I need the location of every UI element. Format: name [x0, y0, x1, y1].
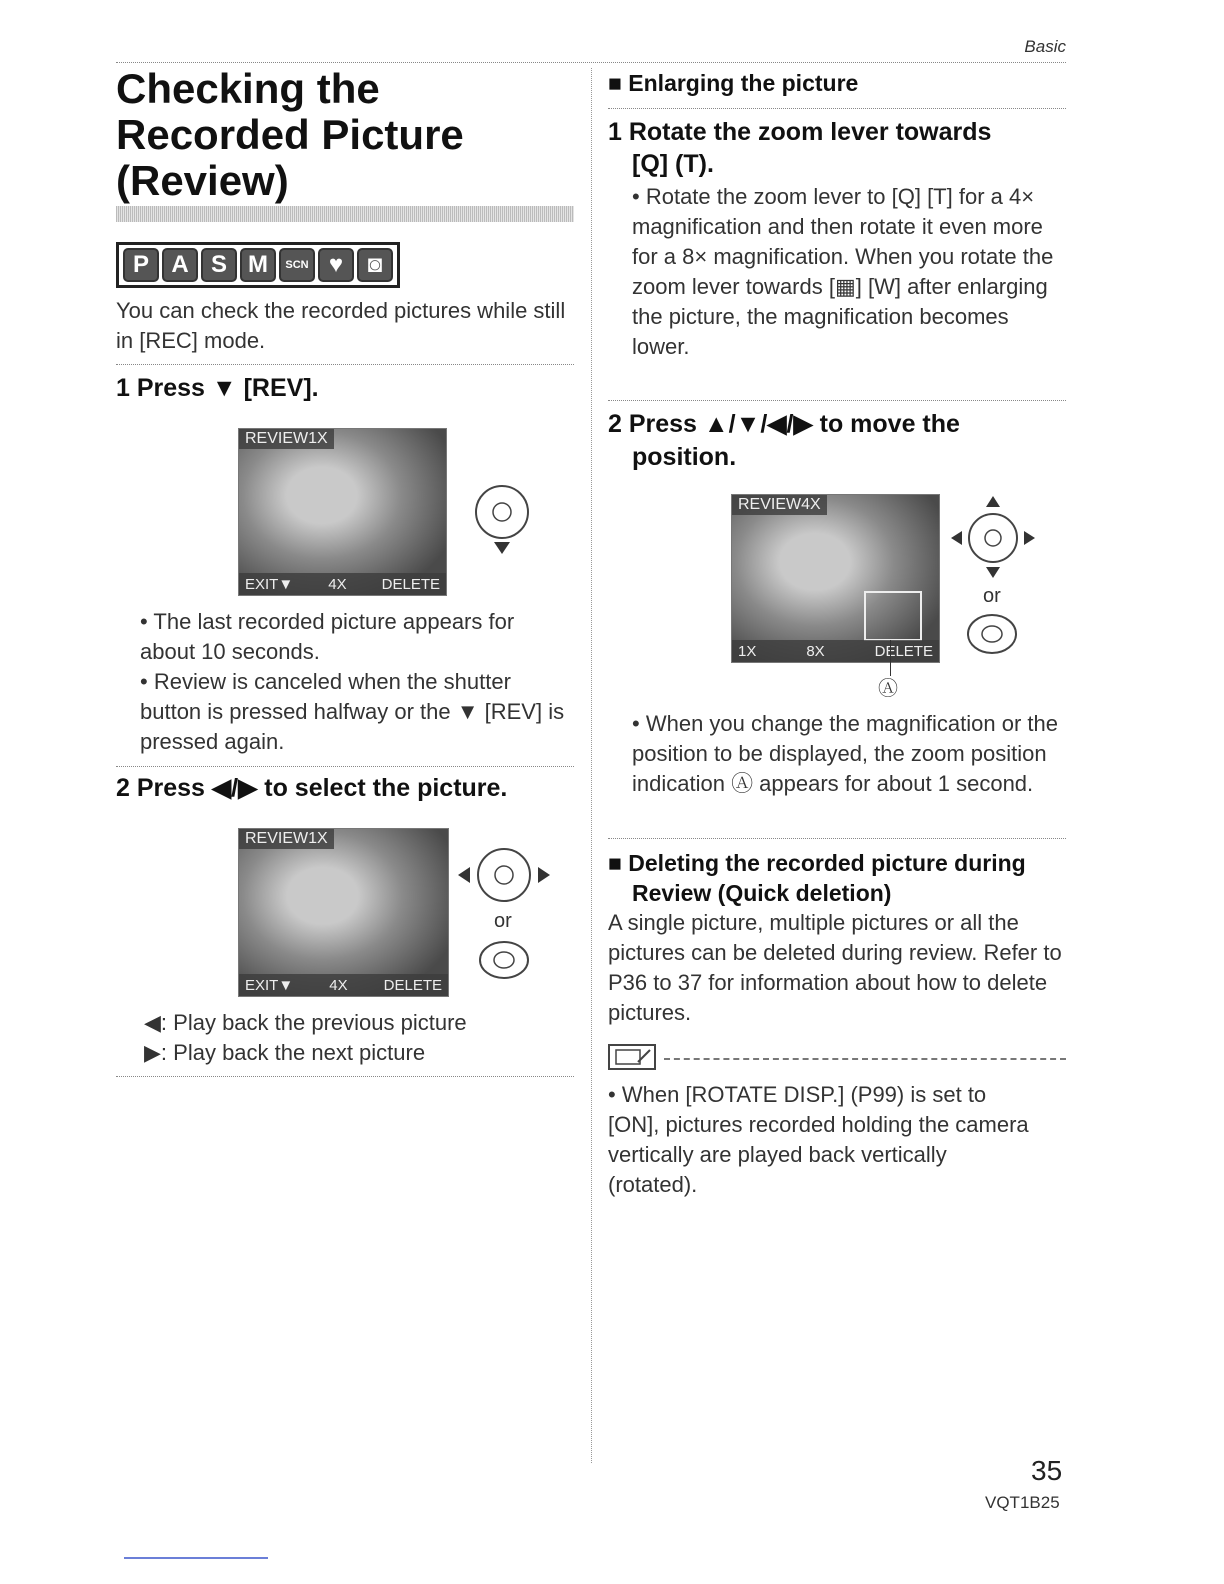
- bullet-text: Review is canceled when the shutter button is pressed halfway or the ▼ [REV] is pressed again.: [140, 669, 565, 754]
- legend-next: [144, 1038, 425, 1068]
- delete-text: A single picture, multiple pictures or all the pictures can be deleted during review. Refer to P36 to 37 for information about how to delete pictures.: [608, 910, 1062, 1025]
- legend-prev: [144, 1008, 467, 1038]
- divider: [608, 400, 1066, 401]
- or-label: or: [494, 910, 512, 932]
- intro-text: You can check the recorded pictures while still in [REC] mode.: [116, 298, 566, 353]
- screen-delete-label: DELETE: [383, 976, 442, 994]
- enlarge-step1-bullet: • Rotate the zoom lever to [Q] [T] for a 4× magnification and then rotate it even more for a 8× magnification. When you rotate the zoom lever towards [▦] [W] after enlarging the picture, the magnification becomes lower.: [632, 184, 1054, 359]
- review-screen-2: [238, 828, 449, 997]
- bullet-text: The last recorded picture appears for about 10 seconds.: [140, 609, 515, 664]
- screen-bottom-bar: [239, 573, 446, 595]
- step1-bullet: • Review is canceled when the shutter button is pressed halfway or the ▼ [REV] is pressed again.: [140, 669, 565, 754]
- legend-key: ◀:: [144, 1010, 168, 1035]
- screen-bottom-bar: [732, 640, 939, 662]
- screen-zoom-label: 4X: [328, 575, 347, 593]
- title-line: Checking the: [116, 65, 380, 112]
- mode-p-icon: P: [123, 248, 159, 282]
- callout-line: [890, 640, 891, 676]
- screen-zoom-label: 4X: [329, 976, 348, 994]
- section-label: Basic: [1024, 37, 1066, 56]
- note-icon: [608, 1044, 658, 1072]
- footer-line: [124, 1557, 268, 1559]
- column-divider: [591, 68, 592, 1463]
- divider: [116, 364, 574, 365]
- model-code: VQT1B25: [985, 1493, 1060, 1512]
- step1-bullet: • The last recorded picture appears for about 10 seconds.: [140, 609, 515, 664]
- note-rule: [664, 1058, 1066, 1060]
- screen-exit-label: EXIT▼: [245, 575, 294, 593]
- divider: [116, 766, 574, 767]
- screen-exit-label: EXIT▼: [245, 976, 294, 994]
- page-number: 35: [1031, 1455, 1063, 1486]
- step1-heading: 1 Press ▼ [REV].: [116, 374, 319, 402]
- review-screen-1: [238, 428, 447, 596]
- mode-scn-icon: SCN: [279, 248, 315, 282]
- divider: [608, 838, 1066, 839]
- delete-heading-2: Review (Quick deletion): [632, 880, 892, 906]
- mode-m-icon: M: [240, 248, 276, 282]
- screen-top-label: REVIEW1X: [239, 829, 334, 849]
- callout-marker: Ⓐ: [878, 678, 898, 700]
- enlarge-step1-heading: 1 Rotate the zoom lever towards: [608, 118, 992, 146]
- mode-heart-icon: ♥: [318, 248, 354, 282]
- dial-four-way-icon: [948, 492, 1038, 580]
- screen-zoom-label: 8X: [806, 642, 825, 660]
- legend-text: Play back the next picture: [173, 1040, 426, 1065]
- divider: [608, 108, 1066, 109]
- wheel-icon: [964, 610, 1020, 658]
- bullet-text: When you change the magnification or the position to be displayed, the zoom position indication Ⓐ appears for about 1 second.: [632, 711, 1058, 796]
- wheel-icon: [476, 938, 532, 982]
- delete-heading: ■ Deleting the recorded picture during: [608, 850, 1026, 876]
- mode-camera-icon: ◙: [357, 248, 393, 282]
- enlarge-heading: ■ Enlarging the picture: [608, 70, 859, 96]
- mode-s-icon: S: [201, 248, 237, 282]
- bullet-text: When [ROTATE DISP.] (P99) is set to [ON], pictures recorded holding the camera vertically are played back vertically (rotated).: [608, 1082, 1029, 1197]
- screen-1x-label: 1X: [738, 642, 757, 660]
- enlarge-step2-heading-2: position.: [632, 443, 737, 471]
- zoom-position-box: [864, 591, 922, 641]
- enlarge-step2-heading: 2 Press ▲/▼/◀/▶ to move the: [608, 410, 960, 438]
- bullet-text: Rotate the zoom lever to [Q] [T] for a 4× magnification and then rotate it even more for a 8× magnification. When you rotate the zoom lever towards [▦] [W] after enlarging the picture, the magnification becomes lower.: [632, 184, 1054, 359]
- title-underline: [116, 206, 574, 222]
- step2-heading: 2 Press ◀/▶ to select the picture.: [116, 774, 508, 802]
- title-line: Recorded Picture: [116, 111, 464, 158]
- title-line: (Review): [116, 157, 289, 204]
- mode-a-icon: A: [162, 248, 198, 282]
- screen-delete-label: DELETE: [381, 575, 440, 593]
- screen-delete-label: DELETE: [874, 642, 933, 660]
- dial-left-right-icon: [456, 843, 552, 907]
- mode-icons: [116, 242, 400, 288]
- or-label: or: [983, 585, 1001, 607]
- dial-down-icon: [470, 480, 534, 560]
- review-screen-zoom: [731, 494, 940, 663]
- legend-text: Play back the previous picture: [173, 1010, 467, 1035]
- note-bullet: • When [ROTATE DISP.] (P99) is set to [ON], pictures recorded holding the camera vertically are played back vertically (rotated).: [608, 1082, 1029, 1197]
- screen-top-label: REVIEW4X: [732, 495, 827, 515]
- divider: [116, 1076, 574, 1077]
- page-title: [116, 66, 464, 204]
- enlarge-step1-heading-2: [Q] (T).: [632, 150, 714, 178]
- header-rule: [116, 62, 1066, 63]
- screen-top-label: REVIEW1X: [239, 429, 334, 449]
- enlarge-step2-bullet: • When you change the magnification or the position to be displayed, the zoom position indication Ⓐ appears for about 1 second.: [632, 711, 1058, 796]
- screen-bottom-bar: [239, 974, 448, 996]
- legend-key: ▶:: [144, 1040, 168, 1065]
